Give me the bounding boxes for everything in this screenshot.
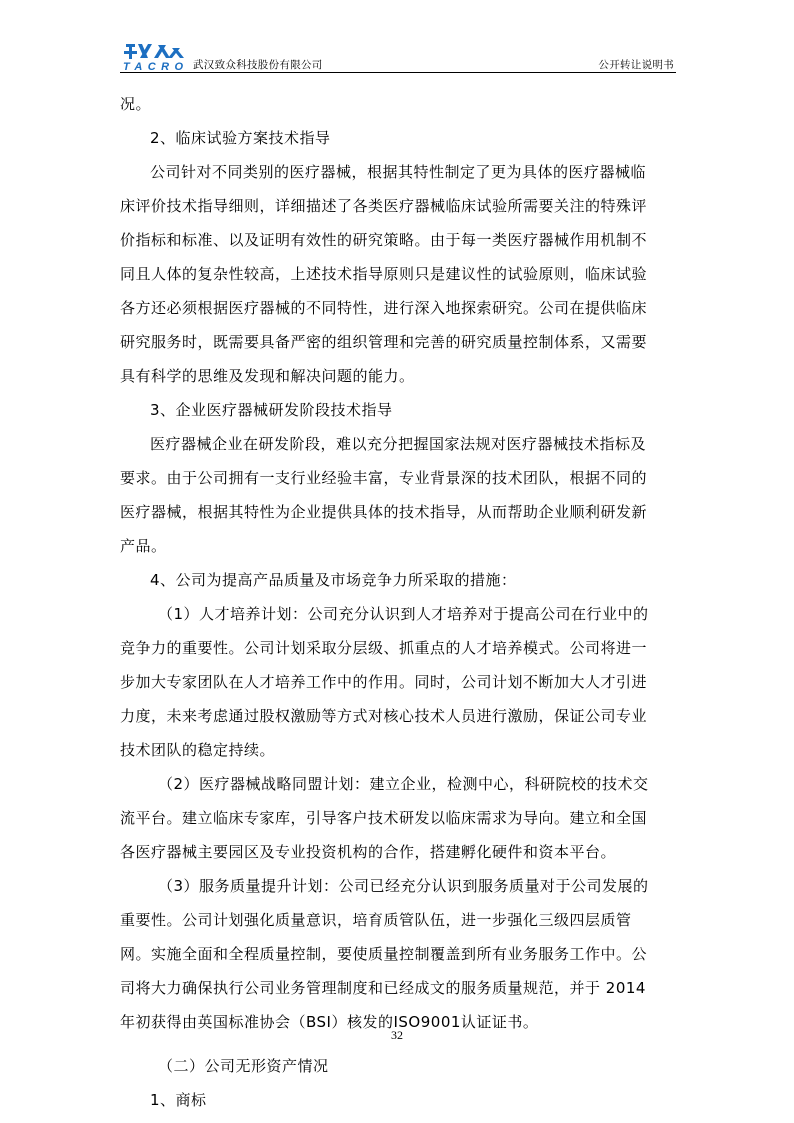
page-header — [120, 38, 676, 72]
section-heading: 4、公司为提高产品质量及市场竞争力所采取的措施： — [150, 571, 517, 589]
document-title: 公开转让说明书 — [598, 59, 674, 71]
text-line: 同且人体的复杂性较高，上述技术指导原则只是建议性的试验原则，临床试验 — [120, 265, 648, 283]
text-line: 步加大专家团队在人才培养工作中的作用。同时，公司计划不断加大人才引进 — [120, 673, 648, 691]
text-line: （3）服务质量提升计划：公司已经充分认识到服务质量对于公司发展的 — [158, 877, 649, 895]
text-line: 研究服务时，既需要具备严密的组织管理和完善的研究质量控制体系，又需要 — [120, 333, 648, 351]
text-line: 各医疗器械主要园区及专业投资机构的合作，搭建孵化硬件和资本平台。 — [120, 843, 617, 861]
text-line: 竞争力的重要性。公司计划采取分层级、抓重点的人才培养模式。公司将进一 — [120, 639, 648, 657]
text-line: 产品。 — [120, 537, 167, 555]
text-line: 床评价技术指导细则，详细描述了各类医疗器械临床试验所需要关注的特殊评 — [120, 197, 648, 215]
text-line: 司将大力确保执行公司业务管理制度和已经成文的服务质量规范，并于 2014 — [120, 979, 646, 997]
section-heading: 1、商标 — [150, 1091, 207, 1109]
text-line: （2）医疗器械战略同盟计划：建立企业，检测中心，科研院校的技术交 — [158, 775, 649, 793]
text-line: 重要性。公司计划强化质量意识，培育质管队伍，进一步强化三级四层质管 — [120, 911, 632, 929]
company-logo — [122, 42, 186, 72]
text-line: 况。 — [120, 95, 152, 113]
section-heading: 2、临床试验方案技术指导 — [150, 129, 331, 147]
text-line: 医疗器械，根据其特性为企业提供具体的技术指导，从而帮助企业顺利研发新 — [120, 503, 648, 521]
text-line: 医疗器械企业在研发阶段，难以充分把握国家法规对医疗器械技术指标及 — [150, 435, 647, 453]
text-line: 技术团队的稳定持续。 — [120, 741, 276, 759]
text-line: 具有科学的思维及发现和解决问题的能力。 — [120, 367, 415, 385]
page-number: 32 — [391, 1028, 403, 1042]
section-heading: 3、企业医疗器械研发阶段技术指导 — [150, 401, 393, 419]
text-line: 公司针对不同类别的医疗器械，根据其特性制定了更为具体的医疗器械临 — [150, 163, 647, 181]
text-line: 力度，未来考虑通过股权激励等方式对核心技术人员进行激励，保证公司专业 — [120, 707, 648, 725]
section-heading: （二）公司无形资产情况 — [158, 1057, 329, 1075]
header-rule — [120, 72, 676, 73]
text-line: 价指标和标准、以及证明有效性的研究策略。由于每一类医疗器械作用机制不 — [120, 231, 648, 249]
text-line: 要求。由于公司拥有一支行业经验丰富，专业背景深的技术团队，根据不同的 — [120, 469, 648, 487]
text-line: （1）人才培养计划：公司充分认识到人才培养对于提高公司在行业中的 — [158, 605, 649, 623]
text-line: 各方还必须根据医疗器械的不同特性，进行深入地探索研究。公司在提供临床 — [120, 299, 648, 317]
text-line: 网。实施全面和全程质量控制，要使质量控制覆盖到所有业务服务工作中。公 — [120, 945, 648, 963]
logo-text: TACRO — [123, 61, 183, 72]
body-text — [120, 87, 676, 1117]
company-name: 武汉致众科技股份有限公司 — [193, 59, 323, 71]
text-line: 年初获得由英国标准协会（BSI）核发的ISO9001认证证书。 — [120, 1013, 539, 1031]
text-line: 流平台。建立临床专家库，引导客户技术研发以临床需求为导向。建立和全国 — [120, 809, 648, 827]
